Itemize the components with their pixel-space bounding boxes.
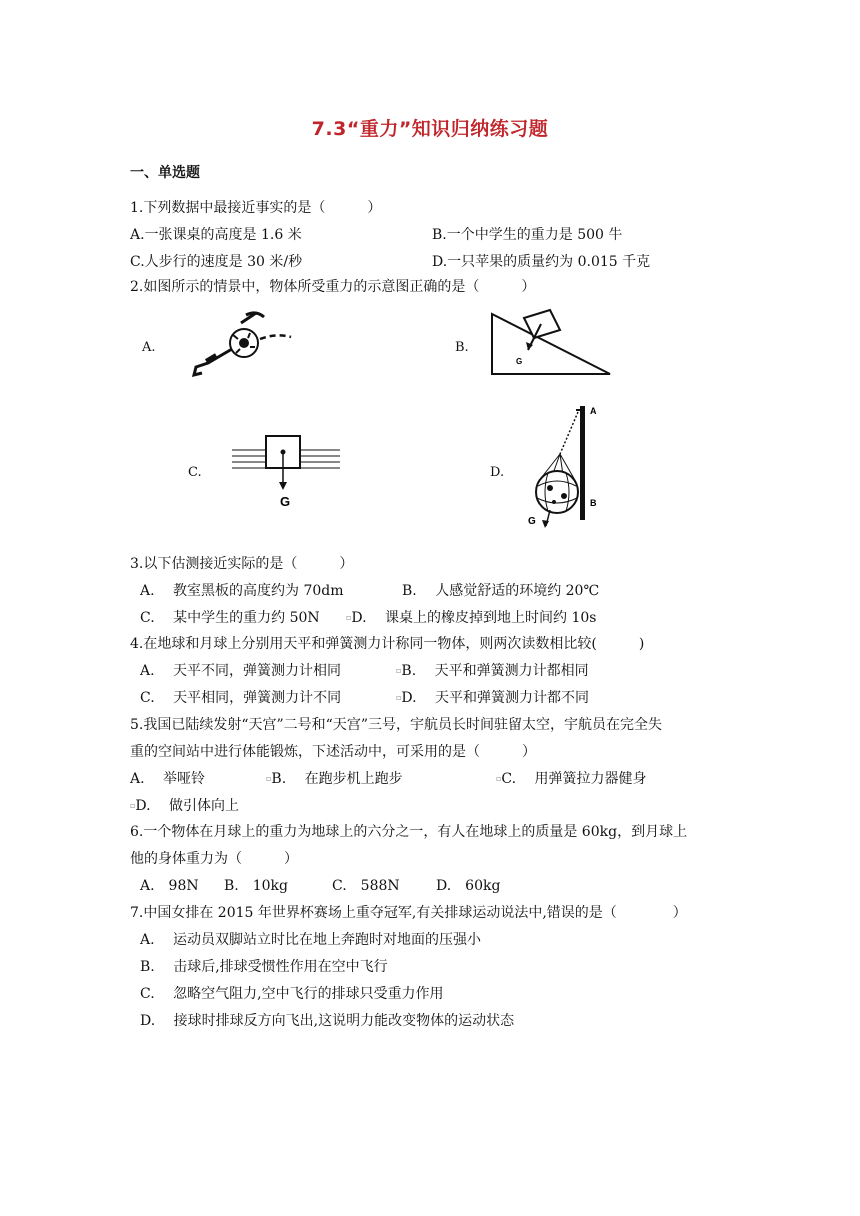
q2-label-a: A.	[142, 340, 156, 355]
q4-option-d	[396, 689, 589, 707]
option-marker: ▫	[396, 666, 402, 675]
g-label-d: G	[528, 516, 536, 527]
q7-option-a: A. 运动员双脚站立时比在地上奔跑时对地面的压强小	[140, 932, 482, 948]
q5-option-d	[130, 797, 239, 815]
q5-option-d-text: D. 做引体向上	[135, 798, 240, 814]
figure-incline-block	[488, 306, 614, 380]
q3-option-d	[346, 609, 597, 627]
q3-option-a: A. 教室黑板的高度约为 70dm	[140, 583, 344, 599]
q1-option-d: D.一只苹果的质量约为 0.015 千克	[432, 254, 651, 270]
q1-option-a: A.一张课桌的高度是 1.6 米	[130, 227, 302, 243]
q6-option-c: C. 588N	[332, 878, 400, 894]
q4-option-a: A. 天平不同，弹簧测力计相同	[140, 663, 342, 679]
q4-option-b-text: B. 天平和弹簧测力计都相同	[401, 663, 589, 679]
q5-stem-line2: 重的空间站中进行体能锻炼，下述活动中，可采用的是（ ）	[130, 744, 536, 760]
q3-stem: 3.以下估测接近实际的是（ ）	[130, 556, 354, 572]
q6-stem-line2: 他的身体重力为（ ）	[130, 851, 298, 867]
q6-option-b: B. 10kg	[224, 878, 288, 894]
g-label-c: G	[280, 494, 291, 509]
g-label-b: G	[516, 357, 523, 366]
q5-stem-line1: 5.我国已陆续发射“天宫”二号和“天宫”三号，宇航员长时间驻留太空，宇航员在完全失	[130, 717, 662, 733]
q6-option-d: D. 60kg	[436, 878, 501, 894]
q3-option-b: B. 人感觉舒适的环境约 20℃	[402, 583, 600, 599]
q7-option-d: D. 接球时排球反方向飞出,这说明力能改变物体的运动状态	[140, 1013, 515, 1029]
q2-stem: 2.如图所示的情景中，物体所受重力的示意图正确的是（ ）	[130, 279, 536, 295]
option-marker: ▫	[496, 774, 502, 783]
q7-option-b: B. 击球后,排球受惯性作用在空中飞行	[140, 959, 388, 975]
q7-stem: 7.中国女排在 2015 年世界杯赛场上重夺冠军,有关排球运动说法中,错误的是（ ）	[130, 905, 687, 921]
q2-label-d: D.	[490, 465, 505, 480]
q3-option-d-text: D. 课桌上的橡皮掉到地上时间约 10s	[351, 610, 597, 626]
wall-mark-b: B	[590, 498, 597, 508]
q4-option-c: C. 天平相同，弹簧测力计不同	[140, 690, 342, 706]
q7-option-c: C. 忽略空气阻力,空中飞行的排球只受重力作用	[140, 986, 444, 1002]
q1-option-c: C.人步行的速度是 30 米/秒	[130, 254, 303, 270]
figure-kicked-ball	[186, 305, 296, 385]
q6-stem-line1: 6.一个物体在月球上的重力为地球上的六分之一，有人在地球上的质量是 60kg，到月球上	[130, 824, 688, 840]
option-marker: ▫	[396, 693, 402, 702]
q5-option-b	[266, 770, 403, 788]
ball	[536, 471, 578, 513]
q3-option-c: C. 某中学生的重力约 50N	[140, 610, 320, 626]
q6-option-a: A. 98N	[140, 878, 199, 894]
option-marker: ▫	[130, 801, 136, 810]
q1-option-b: B.一个中学生的重力是 500 牛	[432, 227, 623, 243]
q5-option-a: A. 举哑铃	[130, 771, 206, 787]
section-heading: 一、单选题	[130, 165, 200, 181]
wall-mark-a: A	[590, 406, 597, 416]
q5-option-c	[496, 770, 647, 788]
q1-stem: 1.下列数据中最接近事实的是（ ）	[130, 200, 382, 216]
q4-stem: 4.在地球和月球上分别用天平和弹簧测力计称同一物体，则两次读数相比较( )	[130, 636, 645, 652]
q4-option-d-text: D. 天平和弹簧测力计都不同	[401, 690, 590, 706]
figure-floating-block	[230, 432, 342, 512]
document-title: 7.3“重力”知识归纳练习题	[311, 118, 549, 140]
q5-option-b-text: B. 在跑步机上跑步	[271, 771, 403, 787]
q5-option-c-text: C. 用弹簧拉力器健身	[501, 771, 647, 787]
option-marker: ▫	[266, 774, 272, 783]
q2-label-c: C.	[188, 465, 202, 480]
q2-label-b: B.	[455, 340, 469, 355]
q4-option-b	[396, 662, 589, 680]
option-marker: ▫	[346, 613, 352, 622]
figure-hanging-ball	[520, 402, 604, 534]
